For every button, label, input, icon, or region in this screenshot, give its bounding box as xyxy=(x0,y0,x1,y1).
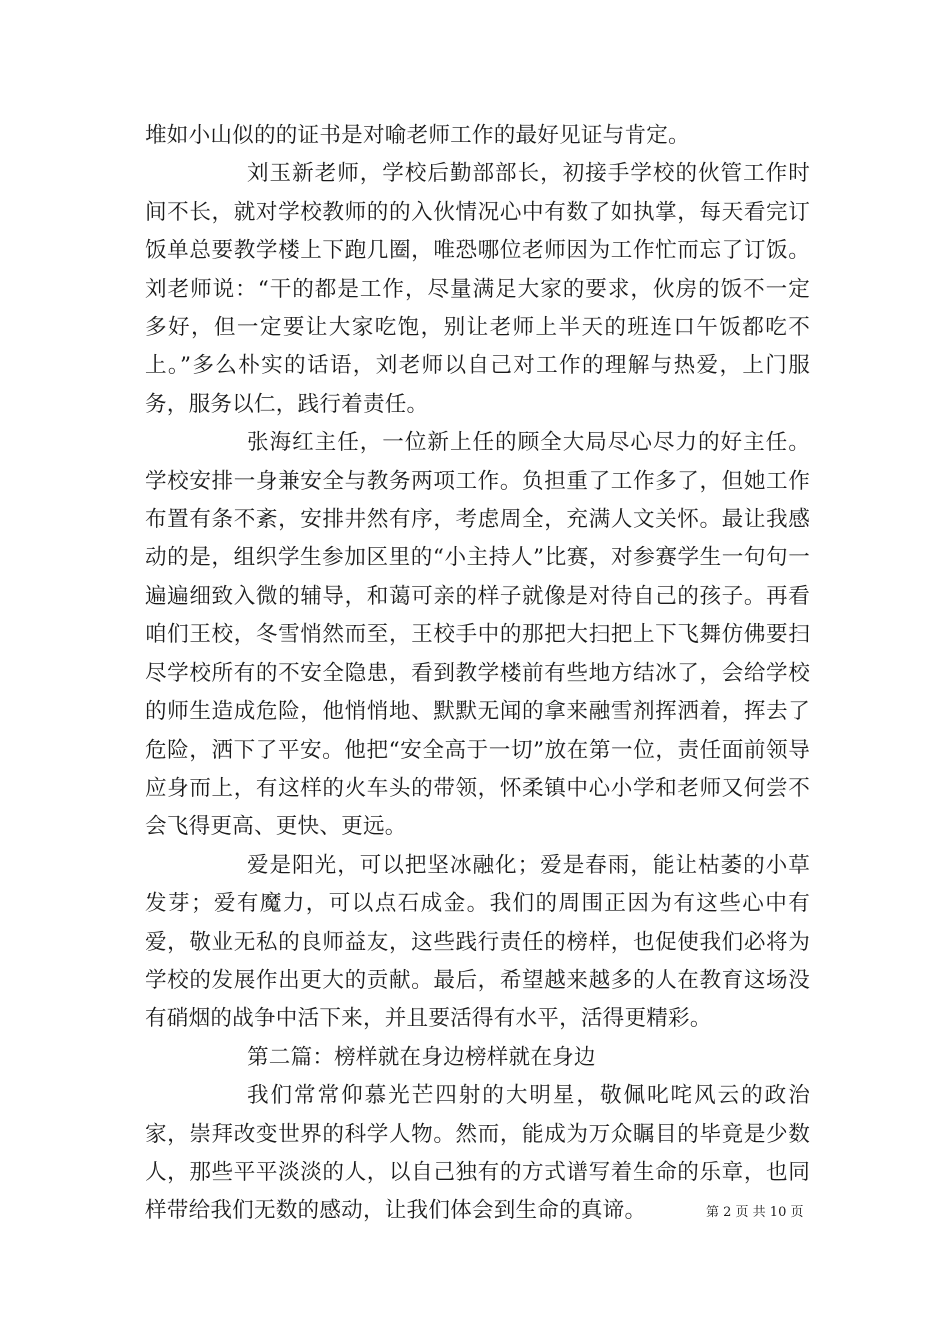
page-number-footer: 第 2 页 共 10 页 xyxy=(706,1205,804,1220)
body-text xyxy=(145,117,810,1231)
paragraph-2: 刘玉新老师，学校后勤部部长，初接手学校的伙管工作时间不长，就对学校教师的的入伙情况心中有数了如执掌，每天看完订饭单总要教学楼上下跑几圈，唯恐哪位老师因为工作忙而忘了订饭。刘老师说：“干的都是工作，尽量满足大家的要求，伙房的饭不一定多好，但一定要让大家吃饱，别让老师上半天的班连口午饭都吃不上。”多么朴实的话语，刘老师以自己对工作的理解与热爱，上门服务，服务以仁，践行着责任。 xyxy=(145,161,810,417)
paragraph-3: 张海红主任，一位新上任的顾全大局尽心尽力的好主任。学校安排一身兼安全与教务两项工作。负担重了工作多了，但她工作布置有条不紊，安排井然有序，考虑周全，充满人文关怀。最让我感动的是，组织学生参加区里的“小主持人”比赛，对参赛学生一句句一遍遍细致入微的辅导，和蔼可亲的样子就像是对待自己的孩子。再看咱们王校，冬雪悄然而至，王校手中的那把大扫把上下飞舞仿佛要扫尽学校所有的不安全隐患，看到教学楼前有些地方结冰了，会给学校的师生造成危险，他悄悄地、默默无闻的拿来融雪剂挥洒着，挥去了危险，洒下了平安。他把“安全高于一切”放在第一位，责任面前领导应身而上，有这样的火车头的带领，怀柔镇中心小学和老师又何尝不会飞得更高、更快、更远。 xyxy=(145,430,810,840)
paragraph-5: 我们常常仰慕光芒四射的大明星，敬佩叱咤风云的政治家，崇拜改变世界的科学人物。然而，能成为万众瞩目的毕竟是少数人，那些平平淡淡的人，以自己独有的方式谱写着生命的乐章，也同样带给我们无数的感动，让我们体会到生命的真谛。 xyxy=(145,1083,810,1224)
paragraph-4: 爱是阳光，可以把坚冰融化；爱是春雨，能让枯萎的小草发芽；爱有魔力，可以点石成金。我们的周围正因为有这些心中有爱，敬业无私的良师益友，这些践行责任的榜样，也促使我们必将为学校的发展作出更大的贡献。最后，希望越来越多的人在教育这场没有硝烟的战争中活下来，并且要活得有水平，活得更精彩。 xyxy=(145,852,810,1032)
paragraph-1: 堆如小山似的的证书是对喻老师工作的最好见证与肯定。 xyxy=(145,123,690,148)
section-heading: 第二篇：榜样就在身边榜样就在身边 xyxy=(247,1044,596,1070)
